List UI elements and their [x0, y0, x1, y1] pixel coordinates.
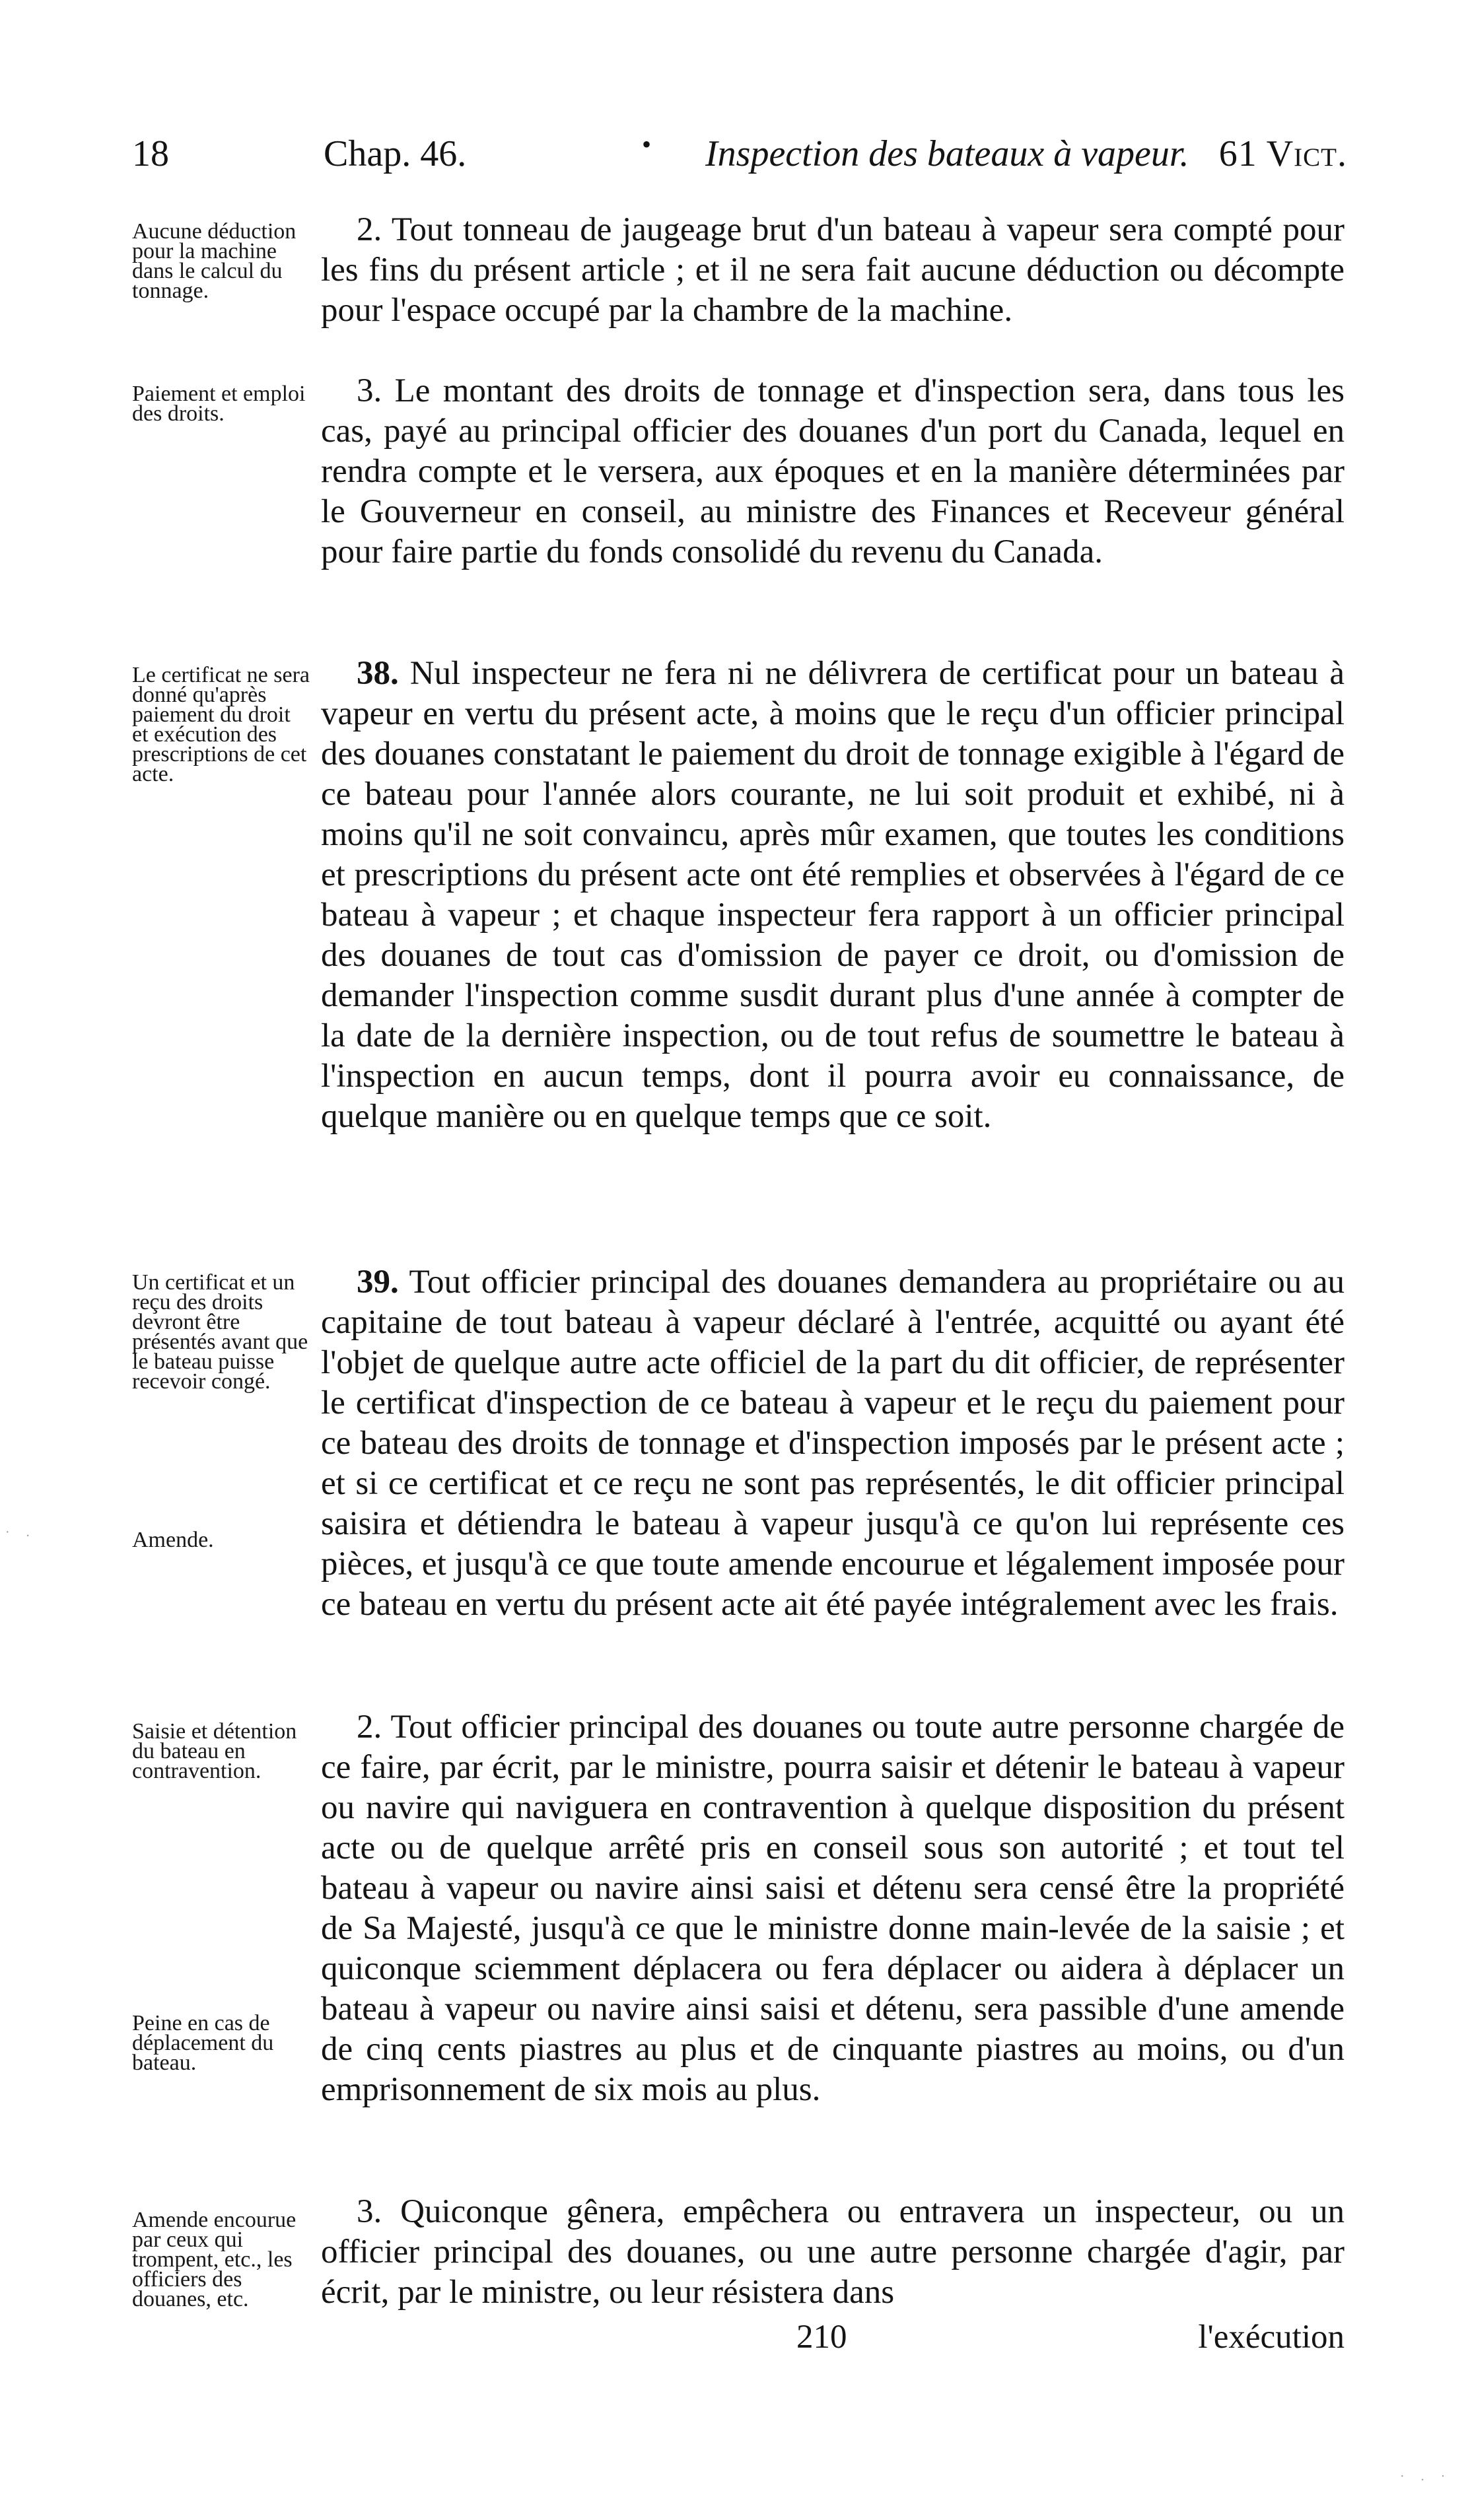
page-number: 18: [132, 133, 169, 174]
catchword: l'exécution: [1198, 2319, 1345, 2356]
margin-note-payment: Paiement et emploi des droits.: [132, 382, 306, 426]
paragraph-text: [321, 654, 1345, 1137]
paragraph-article-2: [321, 210, 1345, 331]
scan-specks: · . ·: [1400, 2469, 1452, 2484]
paragraph-text: 3. Le montant des droits de tonnage et d'inspection sera, dans tous les cas, payé au principal officier des douanes d'un port du Canada, lequel en rendra compte et le versera, aux époques et en la manière déterminées par le Gouverneur en conseil, au ministre des Finances et Receveur général pour faire partie du fonds consolidé du revenu du Canada.: [321, 372, 1345, 570]
paragraph-article-3: [321, 371, 1345, 572]
paragraph-text: [321, 1262, 1345, 1625]
margin-note-no-deduction: Aucune déduction pour la machine dans le calcul du tonnage.: [132, 219, 297, 303]
paragraph-text: 2. Tout officier principal des douanes ou toute autre personne chargée de ce faire, par écrit, par le ministre, pourra saisir et détenir le bateau à vapeur ou navire qui naviguera en contravention à quelque disposition du présent acte ou de quelque arrêté pris en conseil sous son autorité ; et tout tel bateau à vapeur ou navire ainsi saisi et détenu sera censé être la propriété de Sa Majesté, jusqu'à ce que le ministre donne main-levée de la saisie ; et quiconque sciemment déplacera ou fera déplacer ou aidera à déplacer un bateau à vapeur ou navire ainsi saisi et détenu, sera passible d'une amende de cinq cents piastres au plus et de cinquante piastres au moins, ou d'un emprisonnement de six mois au plus.: [321, 1709, 1345, 2108]
margin-note-removal-penalty: Peine en cas de déplacement du bateau.: [132, 2011, 274, 2075]
running-title: Inspection des bateaux à vapeur.: [705, 133, 1189, 174]
margin-note-fine: Amende.: [132, 1528, 214, 1552]
chapter-label: Chap. 46.: [324, 133, 467, 174]
regnal-year: 61 Vict.: [1218, 133, 1347, 174]
margin-note-receipt: Un certificat et un reçu des droits devront être présentés avant que le bateau puisse recevoir congé.: [132, 1270, 308, 1394]
paragraph-obstruction: [321, 2192, 1345, 2313]
section-text: Nul inspecteur ne fera ni ne délivrera de certificat pour un bateau à vapeur en vertu du présent acte, à moins que le reçu d'un officier principal des douanes constatant le paiement du droit de tonnage exigible à l'égard de ce bateau pour l'année alors courante, ne lui soit produit et exhibé, ni à moins qu'il ne soit convaincu, après mûr examen, que toutes les conditions et prescriptions du présent acte ont été remplies et observées à l'égard de ce bateau à vapeur ; et chaque inspecteur fera rapport à un officier principal des douanes de tout cas d'omission de payer ce droit, ou d'omission de demander l'inspection comme susdit durant plus d'une année à compter de la date de la dernière inspection, ou de tout refus de soumettre le bateau à l'inspection en aucun temps, dont il pourra avoir eu connaissance, de quelque manière ou en quelque temps que ce soit.: [321, 655, 1345, 1135]
margin-note-certificate: Le certificat ne sera donné qu'après paiement du droit et exécution des prescriptions de cet acte.: [132, 663, 310, 786]
section-number: 38.: [357, 655, 399, 692]
margin-note-obstruction-fine: Amende encourue par ceux qui trompent, etc., les officiers des douanes, etc.: [132, 2208, 297, 2311]
margin-note-seizure: Saisie et détention du bateau en contravention.: [132, 1719, 297, 1783]
running-header: [132, 131, 1347, 177]
header-dot: •: [642, 129, 652, 159]
section-text: Tout officier principal des douanes demandera au propriétaire ou au capitaine de tout bateau à vapeur déclaré à l'entrée, acquitté ou ayant été l'objet de quelque autre acte officiel de la part du dit officier, de représenter le certificat d'inspection de ce bateau à vapeur et le reçu du paiement pour ce bateau des droits de tonnage et d'inspection imposés par le présent acte ; et si ce certificat et ce reçu ne sont pas représentés, le dit officier principal saisira et détiendra le bateau à vapeur jusqu'à ce qu'on lui représente ces pièces, et jusqu'à ce que toute amende encourue et légalement imposée pour ce bateau en vertu du présent acte ait été payée intégralement avec les frais.: [321, 1264, 1345, 1623]
signature-mark: 210: [796, 2319, 847, 2356]
paragraph-text: 2. Tout tonneau de jaugeage brut d'un bateau à vapeur sera compté pour les fins du présent article ; et il ne sera fait aucune déduction ou décompte pour l'espace occupé par la chambre de la machine.: [321, 211, 1345, 329]
paragraph-seizure: [321, 1707, 1345, 2110]
section-39: [321, 1262, 1345, 1625]
section-38: [321, 654, 1345, 1137]
paragraph-text: 3. Quiconque gênera, empêchera ou entravera un inspecteur, ou un officier principal des douanes, ou une autre personne chargée d'agir, par écrit, par le ministre, ou leur résistera dans: [321, 2193, 1345, 2311]
section-number: 39.: [357, 1264, 399, 1301]
scan-specks-left: · .: [5, 1525, 36, 1540]
